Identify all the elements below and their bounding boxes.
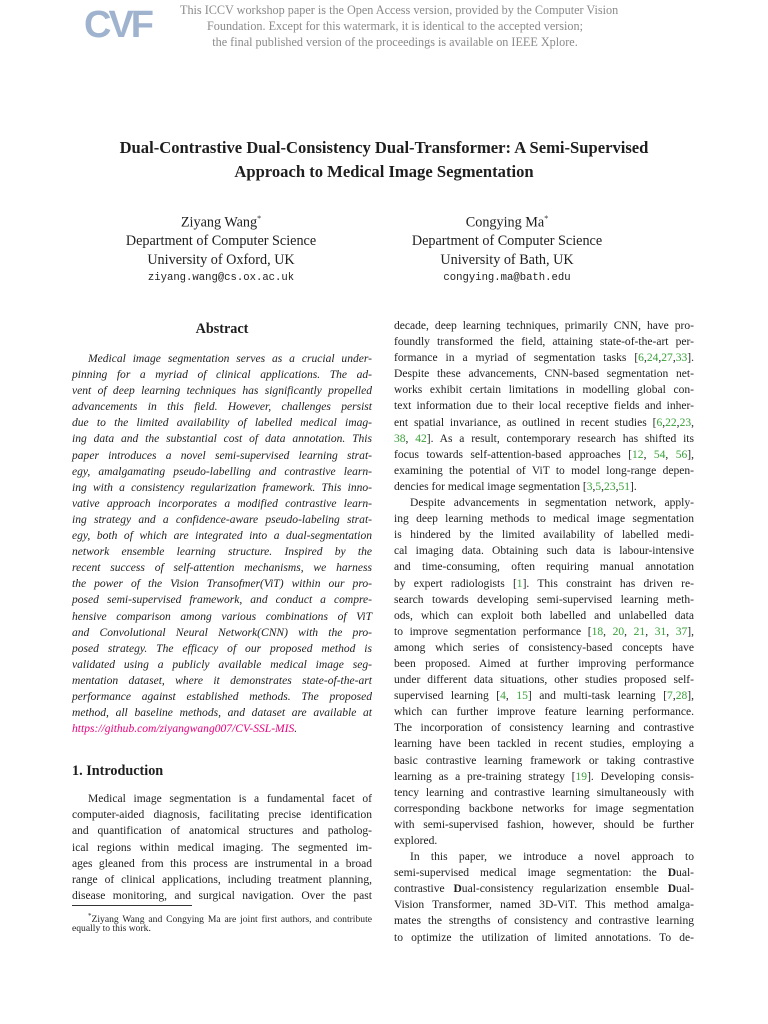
cvf-logo — [82, 4, 151, 46]
citation-link[interactable]: 28 — [675, 690, 688, 703]
citation-link[interactable]: 12 — [632, 448, 644, 461]
body-line: cal imaging data. Obtaining such data is labour-intensive — [394, 545, 694, 558]
author-department: Department of Computer Science — [125, 233, 317, 250]
code-repository-link[interactable]: https://github.com/ziyangwang007/CV-SSL-MIS — [72, 723, 295, 736]
author-block-2 — [387, 210, 627, 288]
citation-link[interactable]: 6 — [656, 416, 663, 429]
citation-link[interactable]: 33 — [675, 352, 688, 365]
open-access-watermark — [180, 2, 619, 50]
cvf-logo-text: CVF — [84, 4, 151, 46]
body-line: under different data situations, other studies proposed self- — [394, 674, 694, 687]
abstract-line: validated using a publicly available medical image seg- — [72, 658, 372, 671]
abstract-line: advancements in this field. However, challenges persist — [72, 401, 372, 414]
abstract-line: posed semi-supervised framework, and conduct a compre- — [72, 594, 372, 607]
abstract-line: posed strategy. The efficacy of our proposed method is — [72, 642, 372, 655]
citation-link[interactable]: 22 — [665, 416, 677, 429]
author-mark: * — [257, 214, 262, 223]
footnote-mark: * — [88, 911, 92, 920]
citation-link[interactable]: 15 — [516, 690, 528, 703]
citation-link[interactable]: 7 — [667, 690, 673, 703]
abstract-line: mentation dataset, where it demonstrates state-of-the-art — [72, 674, 372, 687]
body-line: In this paper, we introduce a novel approach to — [410, 851, 694, 864]
abstract-line: ing with a consistency regularization framework. This inno- — [72, 481, 372, 494]
abstract-line: ing data and the substantial cost of data annotation. This — [72, 433, 372, 446]
body-line: Despite advancements in segmentation network, apply- — [410, 497, 694, 510]
author-department: Department of Computer Science — [411, 233, 603, 250]
left-column — [72, 318, 372, 935]
citation-link[interactable]: 1 — [516, 577, 523, 590]
author-block-1 — [101, 210, 341, 288]
author-affiliation: University of Bath, UK — [440, 251, 574, 268]
body-line: ods, which can exploit both labelled and unlabelled data — [394, 609, 694, 622]
body-line: corresponding backbone networks for image segmentation — [394, 802, 694, 815]
abstract-line: network ensemble learning structure. Inspired by the — [72, 546, 372, 559]
citation-link[interactable]: 19 — [575, 770, 588, 783]
abstract-line: vative approach incorporates a modified contrastive learn- — [72, 497, 372, 510]
watermark-line: Foundation. Except for this watermark, it is identical to the accepted version; — [206, 19, 583, 33]
citation-link[interactable]: 23 — [604, 480, 616, 493]
intro-line: range of clinical applications, including treatment planning, — [72, 873, 372, 886]
intro-line: disease monitoring, and surgical navigation. Over the past — [72, 889, 372, 902]
body-line: works exhibit certain limitations in modelling global con- — [394, 384, 694, 397]
citation-link[interactable]: 54 — [653, 448, 666, 461]
citation-link[interactable]: 4 — [500, 690, 506, 703]
body-line: text information due to their local receptive fields and inher- — [394, 400, 694, 413]
abstract-line: vent of deep learning techniques has significantly propelled — [72, 385, 372, 398]
intro-line: ages gleaned from this process are instrumental in a broad — [72, 857, 372, 870]
watermark-line: This ICCV workshop paper is the Open Access version, provided by the Computer Vision — [180, 3, 619, 17]
watermark-line: the final published version of the proceedings is available on IEEE Xplore. — [212, 35, 578, 49]
citation-link[interactable]: 38 — [394, 432, 406, 445]
body-line: among which series of consistency-based concepts have — [394, 641, 694, 654]
citation-link[interactable]: 18 — [591, 625, 604, 638]
author-email: congying.ma@bath.edu — [443, 272, 571, 285]
abstract-line: and Convolutional Neural Network(CNN) with the pro- — [72, 626, 372, 639]
body-line: tency learning and contrastive learning simultaneously with — [394, 786, 694, 799]
body-line: The incorporation of consistency learning and contrastive — [394, 722, 694, 735]
body-line: which can further improve feature learning performance. — [394, 706, 694, 719]
body-line: basic contrastive learning framework or taking contrastive — [394, 754, 694, 767]
body-line: learning have been tackled in recent studies, employing a — [394, 738, 694, 751]
intro-line: Medical image segmentation is a fundamental facet of — [88, 793, 372, 806]
body-line: examining the potential of ViT to model long-range depen- — [394, 464, 694, 477]
body-line: search towards developing semi-supervised learning meth- — [394, 593, 694, 606]
intro-line: and quantification of anatomical structures and patholog- — [72, 825, 372, 838]
author-mark: * — [544, 214, 549, 223]
abstract-line: pinning for a myriad of clinical applications. The ad- — [72, 369, 372, 382]
footnote-line: equally to this work. — [72, 922, 151, 934]
abstract-line: hensive comparison among various combinations of ViT — [72, 610, 372, 623]
body-line: Despite these advancements, CNN-based segmentation net- — [394, 368, 694, 381]
abstract-heading: Abstract — [195, 321, 249, 337]
body-line: explored. — [394, 835, 438, 847]
body-line: to optimize the utilization of limited annotations. To de- — [394, 931, 694, 944]
body-line: foundly transformed the field, attaining state-of-the-art per- — [394, 336, 694, 349]
abstract-line: the power of the Vision Transofmer(ViT) within our pro- — [72, 578, 372, 591]
citation-link[interactable]: 6 — [638, 352, 644, 365]
body-line: with semi-supervised fashion, however, should be further — [394, 818, 694, 831]
body-line: is hindered by the limited availability of labelled medi- — [394, 529, 694, 542]
abstract-line: ing strategy and a confidence-aware pseudo-labeling strat- — [72, 513, 372, 526]
title-line: Approach to Medical Image Segmentation — [234, 162, 534, 181]
body-line: ing deep learning methods to medical image segmentation — [394, 513, 694, 526]
body-line: and time-consuming, often requiring manual annotation — [394, 561, 694, 574]
body-line: mates the strengths of consistency and contrastive learning — [394, 915, 694, 928]
abstract-line: due to the limited availability of labelled medical imag- — [72, 417, 372, 430]
introduction-heading: 1. Introduction — [72, 763, 164, 780]
body-line: Vision Transformer, named 3D-ViT. This method amalga- — [394, 899, 694, 912]
abstract-line: recent success of self-attention mechanisms, we harness — [72, 562, 372, 575]
intro-line: computer-aided diagnosis, facilitating precise identification — [72, 809, 372, 822]
citation-link[interactable]: 3 — [586, 480, 593, 493]
abstract-line: Medical image segmentation serves as a crucial under- — [88, 353, 372, 365]
citation-link[interactable]: 24 — [646, 352, 659, 365]
abstract-line: method, all baseline methods, and dataset are available at — [72, 707, 372, 720]
citation-link[interactable]: 56 — [675, 448, 688, 461]
title-line: Dual-Contrastive Dual-Consistency Dual-Transformer: A Semi-Supervised — [119, 138, 649, 157]
abstract-body: Medical image segmentation serves as a crucial under- pinning for a myriad of clinical applications. The ad- vent of deep learning techniques has significantly propelled advancements in this field. However, challenges persist due to the limited availability of labelled medical imag- ing data and the substantial cost of data annotation. This paper introduces a novel semi-supervised learning strat- egy, amalgamating pseudo-labelling and contrastive learn- ing with a consistency regularization framework. This inno- vative approach incorporates a modified contrastive learn- ing strategy and a confidence-aware pseudo-labeling strat- egy, both of which are integrated into a dual-segmentation network ensemble learning structure. Inspired by the recent success of self-attention mechanisms, we harness the power of the Vision Transofmer(ViT) within our pro- posed semi-supervised framework, and conduct a compre- hensive comparison among various combinations of ViT and Convolutional Neural Network(CNN) with the pro- posed strategy. The efficacy of our proposed method is validated using a publicly available medical image seg- mentation dataset, where it demonstrates state-of-the-art performance against established methods. The proposed method, all baseline methods, and dataset are available at https://github.com/ziyangwang007/CV-SSL-MIS. — [72, 353, 372, 736]
body-line: decade, deep learning techniques, primarily CNN, have pro- — [394, 320, 694, 332]
abstract-line: performance against established methods. The proposed — [72, 690, 372, 703]
footnote-line: Ziyang Wang and Congying Ma are joint first authors, and contribute — [91, 914, 372, 926]
citation-link[interactable]: 21 — [633, 625, 646, 638]
introduction-body — [72, 791, 372, 904]
author-name: Ziyang Wang — [180, 214, 258, 231]
right-column: decade, deep learning techniques, primarily CNN, have pro- foundly transformed the field, attaining state-of-the-art per- formance in a myriad of segmentation tasks [6,24,27,33]. Despite these advancements, CNN-based segmentation net- works exhibit certain limitations in modelling global con- text information due to their local receptive fields and inher- ent spatial invariance, as outlined in recent studies [6,22,23, 38, 42]. As a result, contemporary research has shifted its focus towards self-attention-based approaches [12, 54, 56], examining the potential of ViT to model long-range depen- dencies for medical image segmentation [3,5,23,51]. Despite advancements in segmentation network, apply- ing deep learning methods to medical image segmentation is hindered by the limited availability of labelled medi- cal imaging data. Obtaining such data is labour-intensive and time-consuming, often requiring manual annotation by expert radiologists [1]. This constraint has driven re- search towards developing semi-supervised learning meth- ods, which can exploit both labelled and unlabelled data to improve segmentation performance [18, 20, 21, 31, 37], among which series of consistency-based concepts have been proposed. Aimed at further improving performance under different data situations, other studies proposed self- supervised learning [4, 15] and multi-task learning [7,28], which can further improve feature learning performance. The incorporation of consistency learning and contrastive learning have been tackled in recent studies, employing a basic contrastive learning framework or taking contrastive learning as a pre-training strategy [19]. Developing consis- tency learning and contrastive learning simultaneously with corresponding backbone networks for image segmentation with semi-supervised fashion, however, should be further explored. In this paper, we introduce a novel approach to semi-supervised medical image segmentation: the Dual- contrastive Dual-consistency regularization ensemble Dual- Vision Transformer, named 3D-ViT. This method amalga- mates the strengths of consistency and contrastive learning to optimize the utilization of limited annotations. To de- — [394, 318, 694, 946]
body-line: been proposed. Aimed at further improving performance — [394, 657, 694, 670]
citation-link[interactable]: 20 — [612, 625, 625, 638]
citation-link[interactable]: 23 — [679, 416, 692, 429]
citation-link[interactable]: 27 — [661, 352, 673, 365]
abstract-line: paper introduces a novel semi-supervised learning strat- — [72, 449, 372, 462]
abstract-line: egy, both of which are integrated into a dual-segmentation — [72, 530, 372, 543]
author-email: ziyang.wang@cs.ox.ac.uk — [147, 272, 295, 285]
citation-link[interactable]: 5 — [595, 480, 602, 493]
citation-link[interactable]: 31 — [654, 625, 667, 638]
citation-link[interactable]: 42 — [415, 432, 427, 445]
author-affiliation: University of Oxford, UK — [147, 251, 295, 268]
author-name: Congying Ma — [465, 214, 545, 231]
paper-title — [60, 136, 708, 184]
citation-link[interactable]: 51 — [618, 480, 631, 493]
footnote — [72, 910, 372, 935]
citation-link[interactable]: 37 — [675, 625, 688, 638]
footnote-rule — [72, 905, 192, 906]
intro-line: ical regions within medical imaging. The segmented im- — [72, 841, 372, 854]
abstract-line: egy, amalgamating pseudo-labelling and contrastive learn- — [72, 465, 372, 478]
